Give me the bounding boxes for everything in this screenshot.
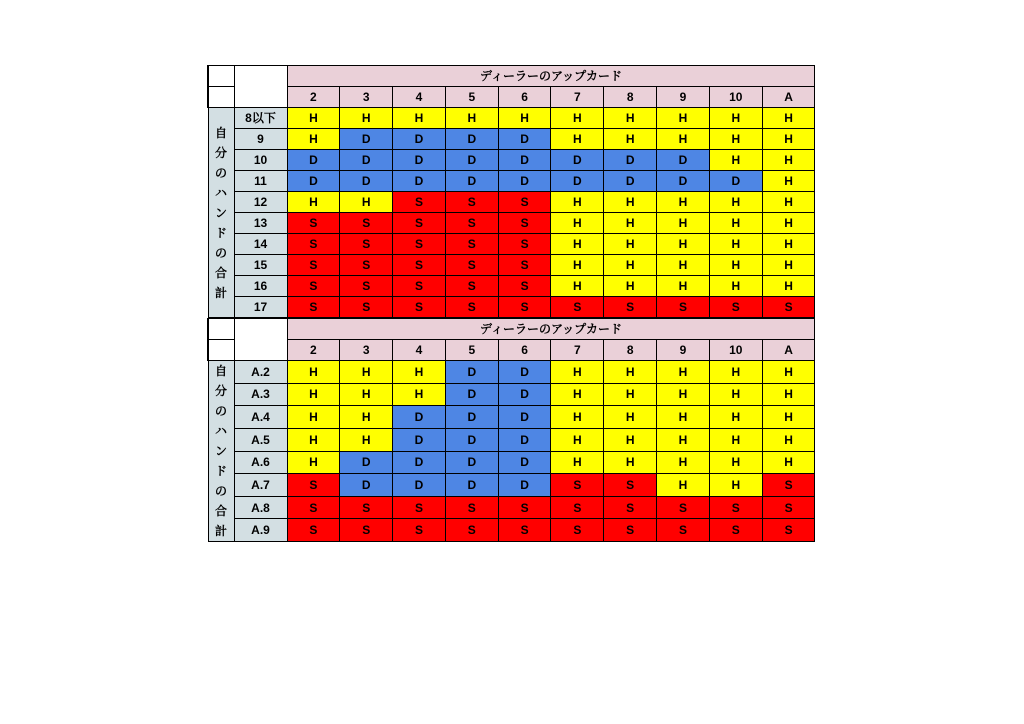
action-cell: H <box>604 255 657 276</box>
action-cell: S <box>498 297 551 318</box>
action-cell: H <box>709 234 762 255</box>
action-cell: D <box>445 171 498 192</box>
action-cell: H <box>393 108 446 129</box>
action-cell: D <box>340 171 393 192</box>
action-cell: D <box>604 150 657 171</box>
action-cell: S <box>604 297 657 318</box>
dealer-card-header: 3 <box>340 87 393 108</box>
action-cell: H <box>709 428 762 451</box>
action-cell: S <box>709 496 762 519</box>
action-cell: H <box>657 428 710 451</box>
dealer-card-header: 4 <box>393 87 446 108</box>
action-cell: D <box>551 171 604 192</box>
strategy-row <box>208 129 815 150</box>
corner-cell <box>208 340 234 361</box>
dealer-card-header: 7 <box>551 340 604 361</box>
side-label-text: 自分のハンドの合計 <box>214 364 227 538</box>
action-cell: D <box>393 451 446 474</box>
action-cell: S <box>340 519 393 542</box>
action-cell: H <box>551 234 604 255</box>
action-cell: D <box>393 150 446 171</box>
player-total-header: A.4 <box>234 406 287 429</box>
strategy-row <box>208 192 815 213</box>
action-cell: D <box>657 150 710 171</box>
dealer-card-header: 2 <box>287 340 340 361</box>
action-cell: H <box>287 129 340 150</box>
action-cell: S <box>445 213 498 234</box>
action-cell: H <box>657 192 710 213</box>
action-cell: H <box>709 213 762 234</box>
side-label-text: 自分のハンドの合計 <box>214 125 227 300</box>
action-cell: S <box>762 474 815 497</box>
action-cell: D <box>498 383 551 406</box>
action-cell: S <box>498 496 551 519</box>
action-cell: H <box>709 192 762 213</box>
player-total-header: A.5 <box>234 428 287 451</box>
action-cell: S <box>604 474 657 497</box>
action-cell: H <box>604 361 657 384</box>
action-cell: S <box>762 519 815 542</box>
action-cell: H <box>657 383 710 406</box>
strategy-row <box>208 108 815 129</box>
action-cell: D <box>340 129 393 150</box>
strategy-row <box>208 361 815 384</box>
dealer-card-header: 5 <box>445 340 498 361</box>
action-cell: H <box>445 108 498 129</box>
action-cell: H <box>709 383 762 406</box>
action-cell: D <box>604 171 657 192</box>
dealer-card-header: 3 <box>340 340 393 361</box>
action-cell: D <box>551 150 604 171</box>
action-cell: H <box>498 108 551 129</box>
player-total-header: 10 <box>234 150 287 171</box>
action-cell: D <box>445 428 498 451</box>
action-cell: H <box>287 383 340 406</box>
action-cell: D <box>445 150 498 171</box>
strategy-row <box>208 213 815 234</box>
action-cell: D <box>445 451 498 474</box>
action-cell: H <box>604 451 657 474</box>
player-hand-total-label <box>208 361 234 542</box>
action-cell: H <box>657 255 710 276</box>
action-cell: H <box>762 234 815 255</box>
action-cell: D <box>393 428 446 451</box>
strategy-row <box>208 406 815 429</box>
action-cell: S <box>445 496 498 519</box>
action-cell: H <box>709 129 762 150</box>
player-total-header: A.3 <box>234 383 287 406</box>
action-cell: H <box>762 451 815 474</box>
action-cell: H <box>709 406 762 429</box>
action-cell: H <box>657 276 710 297</box>
action-cell: H <box>709 451 762 474</box>
action-cell: S <box>551 496 604 519</box>
action-cell: H <box>762 255 815 276</box>
corner-cell <box>234 66 287 108</box>
action-cell: H <box>762 383 815 406</box>
action-cell: H <box>657 108 710 129</box>
action-cell: D <box>498 361 551 384</box>
action-cell: S <box>287 255 340 276</box>
corner-cell <box>208 319 234 340</box>
action-cell: S <box>340 297 393 318</box>
dealer-title-row <box>208 66 815 87</box>
action-cell: H <box>551 276 604 297</box>
action-cell: S <box>445 276 498 297</box>
dealer-card-header: 8 <box>604 87 657 108</box>
action-cell: H <box>340 428 393 451</box>
action-cell: H <box>393 361 446 384</box>
action-cell: S <box>762 297 815 318</box>
action-cell: S <box>498 192 551 213</box>
action-cell: H <box>551 213 604 234</box>
dealer-card-header: 6 <box>498 340 551 361</box>
action-cell: S <box>551 519 604 542</box>
action-cell: H <box>604 108 657 129</box>
action-cell: D <box>393 171 446 192</box>
dealer-title-row <box>208 319 815 340</box>
player-total-header: 12 <box>234 192 287 213</box>
action-cell: H <box>551 129 604 150</box>
strategy-row <box>208 150 815 171</box>
action-cell: D <box>340 150 393 171</box>
action-cell: S <box>551 297 604 318</box>
action-cell: H <box>393 383 446 406</box>
action-cell: H <box>762 276 815 297</box>
action-cell: S <box>393 213 446 234</box>
dealer-card-header: 9 <box>657 340 710 361</box>
dealer-card-header: 7 <box>551 87 604 108</box>
action-cell: H <box>340 108 393 129</box>
action-cell: S <box>445 234 498 255</box>
player-total-header: A.9 <box>234 519 287 542</box>
action-cell: H <box>551 255 604 276</box>
action-cell: S <box>445 255 498 276</box>
action-cell: H <box>604 276 657 297</box>
action-cell: H <box>604 428 657 451</box>
player-total-header: 11 <box>234 171 287 192</box>
action-cell: D <box>287 171 340 192</box>
action-cell: S <box>287 213 340 234</box>
dealer-card-header: 10 <box>709 340 762 361</box>
action-cell: H <box>762 129 815 150</box>
dealer-card-header: 10 <box>709 87 762 108</box>
action-cell: H <box>657 234 710 255</box>
player-total-header: 9 <box>234 129 287 150</box>
action-cell: H <box>657 474 710 497</box>
action-cell: D <box>498 150 551 171</box>
action-cell: H <box>604 192 657 213</box>
player-total-header: 14 <box>234 234 287 255</box>
action-cell: D <box>498 451 551 474</box>
action-cell: D <box>393 129 446 150</box>
strategy-row <box>208 276 815 297</box>
action-cell: S <box>340 496 393 519</box>
action-cell: D <box>709 171 762 192</box>
action-cell: S <box>498 276 551 297</box>
action-cell: S <box>445 297 498 318</box>
dealer-card-header: 9 <box>657 87 710 108</box>
action-cell: D <box>287 150 340 171</box>
action-cell: H <box>762 361 815 384</box>
action-cell: H <box>657 213 710 234</box>
dealer-card-header: A <box>762 87 815 108</box>
action-cell: H <box>709 108 762 129</box>
dealer-card-header: 8 <box>604 340 657 361</box>
action-cell: H <box>551 383 604 406</box>
soft-totals-table <box>207 318 815 542</box>
action-cell: S <box>393 192 446 213</box>
action-cell: D <box>445 383 498 406</box>
action-cell: H <box>604 383 657 406</box>
action-cell: S <box>340 213 393 234</box>
action-cell: H <box>709 474 762 497</box>
action-cell: H <box>762 213 815 234</box>
action-cell: H <box>604 234 657 255</box>
hard-totals-table <box>207 65 815 318</box>
action-cell: H <box>340 361 393 384</box>
action-cell: S <box>657 297 710 318</box>
action-cell: D <box>445 406 498 429</box>
action-cell: S <box>340 276 393 297</box>
action-cell: S <box>604 519 657 542</box>
dealer-card-header: 6 <box>498 87 551 108</box>
action-cell: S <box>445 192 498 213</box>
action-cell: H <box>657 129 710 150</box>
action-cell: S <box>340 255 393 276</box>
corner-cell <box>208 66 234 87</box>
action-cell: S <box>657 519 710 542</box>
action-cell: H <box>657 361 710 384</box>
action-cell: H <box>551 428 604 451</box>
action-cell: H <box>762 150 815 171</box>
action-cell: S <box>709 297 762 318</box>
action-cell: S <box>287 234 340 255</box>
action-cell: S <box>709 519 762 542</box>
player-total-header: A.8 <box>234 496 287 519</box>
action-cell: S <box>498 213 551 234</box>
action-cell: H <box>657 406 710 429</box>
action-cell: D <box>340 474 393 497</box>
action-cell: S <box>393 255 446 276</box>
action-cell: H <box>762 192 815 213</box>
action-cell: H <box>340 406 393 429</box>
strategy-row <box>208 297 815 318</box>
action-cell: H <box>287 361 340 384</box>
action-cell: H <box>551 192 604 213</box>
action-cell: S <box>287 276 340 297</box>
strategy-row <box>208 451 815 474</box>
action-cell: H <box>709 150 762 171</box>
action-cell: S <box>498 234 551 255</box>
action-cell: S <box>287 519 340 542</box>
action-cell: S <box>340 234 393 255</box>
action-cell: S <box>393 234 446 255</box>
action-cell: H <box>762 108 815 129</box>
action-cell: D <box>445 129 498 150</box>
dealer-card-header: 4 <box>393 340 446 361</box>
action-cell: H <box>287 451 340 474</box>
action-cell: H <box>287 428 340 451</box>
strategy-row <box>208 474 815 497</box>
player-total-header: A.6 <box>234 451 287 474</box>
strategy-row <box>208 428 815 451</box>
strategy-row <box>208 519 815 542</box>
action-cell: H <box>604 129 657 150</box>
action-cell: H <box>287 108 340 129</box>
action-cell: H <box>657 451 710 474</box>
strategy-row <box>208 234 815 255</box>
action-cell: D <box>657 171 710 192</box>
action-cell: S <box>445 519 498 542</box>
action-cell: D <box>498 406 551 429</box>
action-cell: D <box>445 361 498 384</box>
action-cell: S <box>498 255 551 276</box>
action-cell: D <box>498 129 551 150</box>
action-cell: S <box>287 297 340 318</box>
dealer-card-row <box>208 87 815 108</box>
action-cell: H <box>551 361 604 384</box>
action-cell: S <box>762 496 815 519</box>
dealer-card-header: 5 <box>445 87 498 108</box>
action-cell: D <box>340 451 393 474</box>
action-cell: H <box>709 255 762 276</box>
player-total-header: 17 <box>234 297 287 318</box>
action-cell: D <box>498 474 551 497</box>
action-cell: S <box>393 496 446 519</box>
action-cell: S <box>551 474 604 497</box>
player-total-header: 15 <box>234 255 287 276</box>
dealer-card-header: A <box>762 340 815 361</box>
action-cell: S <box>657 496 710 519</box>
player-total-header: A.2 <box>234 361 287 384</box>
dealer-upcard-title: ディーラーのアップカード <box>287 319 815 340</box>
dealer-card-header: 2 <box>287 87 340 108</box>
strategy-row <box>208 255 815 276</box>
action-cell: H <box>762 428 815 451</box>
action-cell: S <box>393 276 446 297</box>
action-cell: H <box>551 108 604 129</box>
player-total-header: 13 <box>234 213 287 234</box>
action-cell: S <box>287 496 340 519</box>
action-cell: H <box>604 406 657 429</box>
dealer-card-row <box>208 340 815 361</box>
corner-cell <box>234 319 287 361</box>
action-cell: H <box>340 383 393 406</box>
action-cell: S <box>604 496 657 519</box>
action-cell: S <box>498 519 551 542</box>
action-cell: H <box>709 361 762 384</box>
action-cell: H <box>762 406 815 429</box>
action-cell: H <box>709 276 762 297</box>
player-total-header: 16 <box>234 276 287 297</box>
corner-cell <box>208 87 234 108</box>
player-total-header: 8以下 <box>234 108 287 129</box>
action-cell: D <box>445 474 498 497</box>
dealer-upcard-title: ディーラーのアップカード <box>287 66 815 87</box>
player-hand-total-label <box>208 108 234 318</box>
action-cell: S <box>287 474 340 497</box>
strategy-row <box>208 171 815 192</box>
action-cell: D <box>498 428 551 451</box>
action-cell: D <box>393 406 446 429</box>
action-cell: H <box>287 192 340 213</box>
player-total-header: A.7 <box>234 474 287 497</box>
action-cell: H <box>551 451 604 474</box>
strategy-row <box>208 496 815 519</box>
action-cell: H <box>604 213 657 234</box>
action-cell: H <box>340 192 393 213</box>
action-cell: S <box>393 519 446 542</box>
action-cell: H <box>762 171 815 192</box>
action-cell: D <box>498 171 551 192</box>
action-cell: H <box>551 406 604 429</box>
strategy-row <box>208 383 815 406</box>
action-cell: D <box>393 474 446 497</box>
action-cell: H <box>287 406 340 429</box>
action-cell: S <box>393 297 446 318</box>
